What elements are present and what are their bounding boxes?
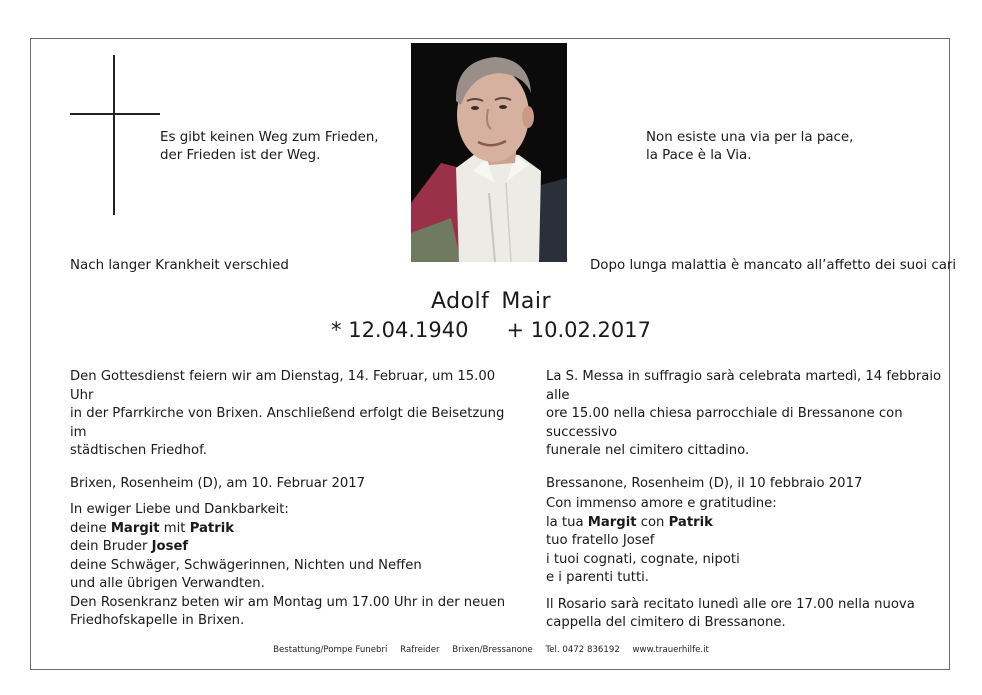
- quote-german-line: Es gibt keinen Weg zum Frieden,: [160, 130, 379, 145]
- birth-date: * 12.04.1940: [331, 318, 469, 342]
- mourner-name: Josef: [622, 533, 655, 548]
- service-text-line: ore 15.00 nella chiesa parrocchiale di Bressanone con successivo: [546, 406, 903, 440]
- subtitle-italian: Dopo lunga malattia è mancato all’affetto dei suoi cari: [590, 258, 957, 273]
- quote-german: [160, 129, 379, 165]
- quote-italian-line: la Pace è la Via.: [646, 148, 752, 163]
- last-name: Mair: [501, 289, 552, 314]
- rosary-line: cappella del cimitero di Bressanone.: [546, 615, 786, 630]
- mourners-intro: In ewiger Liebe und Dankbarkeit:: [70, 502, 289, 517]
- mourner-line: e i parenti tutti.: [546, 570, 649, 585]
- footer: [0, 645, 982, 655]
- quote-german-line: der Frieden ist der Weg.: [160, 148, 321, 163]
- mourner-line: deine Schwäger, Schwägerinnen, Nichten und Neffen: [70, 557, 422, 573]
- service-text-line: funerale nel cimitero cittadino.: [546, 443, 750, 458]
- mourner-line: und alle übrigen Verwandten.: [70, 576, 265, 591]
- cross-icon-vertical: [113, 55, 115, 215]
- service-text-line: städtischen Friedhof.: [70, 443, 207, 458]
- quote-italian: [646, 129, 853, 165]
- rosary-line: Friedhofskapelle in Brixen.: [70, 613, 245, 628]
- mourner-line: dein Bruder Josef: [70, 539, 189, 554]
- mourner-line: i tuoi cognati, cognate, nipoti: [546, 551, 740, 567]
- life-dates: [0, 318, 982, 342]
- italian-column: [546, 368, 946, 633]
- mourner-name: Josef: [151, 539, 189, 554]
- subtitle-german: Nach langer Krankheit verschied: [70, 258, 289, 273]
- footer-company: Bestattung/Pompe Funebri: [273, 645, 388, 655]
- mourner-name: Margit: [110, 520, 160, 536]
- service-text-line: in der Pfarrkirche von Brixen. Anschließend erfolgt die Beisetzung im: [70, 406, 505, 440]
- mourner-line: la tua Margit con Patrik: [546, 514, 713, 530]
- mourner-name: Margit: [587, 514, 637, 530]
- rosary-line: Il Rosario sarà recitato lunedì alle ore 17.00 nella nuova: [546, 596, 915, 612]
- mourner-name: Patrik: [189, 520, 234, 536]
- service-text-line: La S. Messa in suffragio sarà celebrata martedì, 14 febbraio alle: [546, 369, 942, 403]
- first-name: Adolf: [430, 289, 490, 314]
- place-date: Brixen, Rosenheim (D), am 10. Februar 2017: [70, 475, 366, 491]
- portrait-image: [411, 43, 567, 262]
- footer-name: Rafreider: [400, 645, 440, 655]
- footer-website: www.trauerhilfe.it: [632, 645, 709, 655]
- mourners-intro: Con immenso amore e gratitudine:: [546, 496, 777, 511]
- place-date: Bressanone, Rosenheim (D), il 10 febbraio 2017: [546, 475, 863, 491]
- cross-icon-horizontal: [70, 113, 160, 115]
- death-date: + 10.02.2017: [506, 318, 651, 342]
- service-text-line: Den Gottesdienst feiern wir am Dienstag, 14. Februar, um 15.00 Uhr: [70, 369, 496, 403]
- portrait-photo: [411, 43, 567, 262]
- footer-place: Brixen/Bressanone: [452, 645, 533, 655]
- deceased-name: [0, 289, 982, 314]
- mourner-line: deine Margit mit Patrik: [70, 520, 234, 536]
- german-column: [70, 368, 510, 631]
- footer-phone: Tel. 0472 836192: [545, 645, 620, 655]
- mourner-name: Patrik: [668, 514, 713, 530]
- quote-italian-line: Non esiste una via per la pace,: [646, 130, 854, 145]
- mourner-line: tuo fratello Josef: [546, 533, 655, 548]
- rosary-line: Den Rosenkranz beten wir am Montag um 17.00 Uhr in der neuen: [70, 594, 506, 610]
